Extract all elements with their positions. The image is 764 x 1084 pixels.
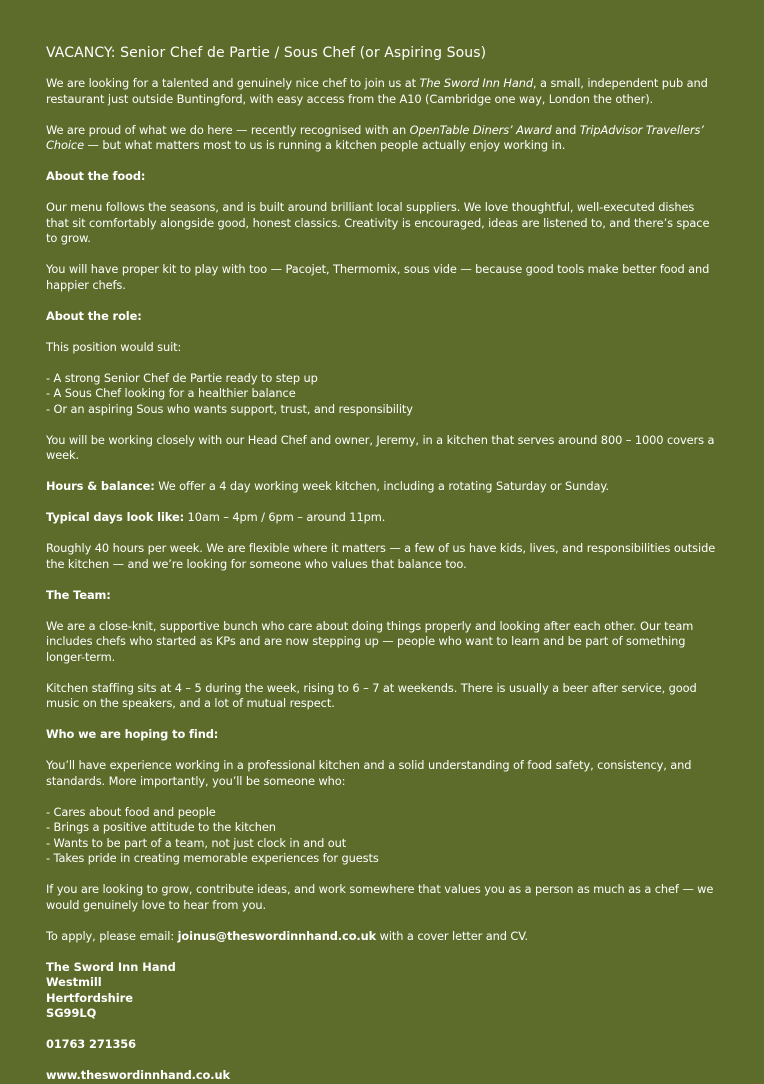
find-paragraph-2: If you are looking to grow, contribute ideas, and work somewhere that values you as a person as much as a chef — we would genuinely love to hear from you. <box>46 882 714 912</box>
food-paragraph-2: You will have proper kit to play with too — Pacojet, Thermomix, sous vide — because good tools make better food and happier chefs. <box>46 262 710 292</box>
website-link[interactable]: www.theswordinnhand.co.uk <box>46 1068 230 1082</box>
venue-name: The Sword Inn Hand <box>419 76 534 90</box>
award-name: TripAdvisor Travellers’ Choice <box>46 122 704 152</box>
intro-text: We are looking for a talented and genuinely nice chef to join us at <box>46 76 420 90</box>
apply-text: To apply, please email: <box>46 928 178 943</box>
intro-text: and <box>551 122 580 137</box>
address-line: Hertfordshire <box>46 990 134 1005</box>
intro-paragraph-1 <box>46 76 718 107</box>
hours-paragraph <box>46 479 718 495</box>
intro-paragraph-2 <box>46 123 718 154</box>
typical-days-paragraph <box>46 510 718 526</box>
phone-number: 01763 271356 <box>46 1037 136 1051</box>
list-item: - Or an aspiring Sous who wants support, trust, and responsibility <box>46 401 413 416</box>
find-paragraph-1: You’ll have experience working in a professional kitchen and a solid understanding of food safety, consistency, and standards. More importantly, you’ll be someone who: <box>46 758 692 788</box>
hours-label: Hours & balance: <box>46 479 155 493</box>
find-heading: Who we are hoping to find: <box>46 727 219 741</box>
head-chef-paragraph: You will be working closely with our Head Chef and owner, Jeremy, in a kitchen that serves around 800 – 1000 covers a week. <box>46 432 715 462</box>
food-paragraph-1: Our menu follows the seasons, and is built around brilliant local suppliers. We love thoughtful, well-executed dishes that sit comfortably alongside good, honest classics. Creativity is encouraged, ideas are listened to, and there’s space to grow. <box>46 200 710 245</box>
address-block <box>46 960 718 1022</box>
apply-email-link[interactable]: joinus@theswordinnhand.co.uk <box>177 928 377 943</box>
list-item: - Takes pride in creating memorable experiences for guests <box>46 851 379 865</box>
apply-text: with a cover letter and CV. <box>376 928 528 943</box>
page-title: VACANCY: Senior Chef de Partie / Sous Chef (or Aspiring Sous) <box>46 45 487 61</box>
find-qualities-list <box>46 805 718 867</box>
role-suit-list <box>46 371 718 418</box>
award-name: OpenTable Diners’ Award <box>409 122 552 137</box>
address-line: The Sword Inn Hand <box>46 959 176 974</box>
intro-text: We are proud of what we do here — recently recognised with an <box>46 122 410 137</box>
team-heading: The Team: <box>46 587 111 602</box>
team-paragraph-2: Kitchen staffing sits at 4 – 5 during the week, rising to 6 – 7 at weekends. There is usually a beer after service, good music on the speakers, and a lot of mutual respect. <box>46 680 697 710</box>
typical-days-label: Typical days look like: <box>46 510 185 524</box>
apply-paragraph <box>46 929 718 945</box>
roughly-paragraph: Roughly 40 hours per week. We are flexible where it matters — a few of us have kids, lives, and responsibilities outside the kitchen — and we’re looking for someone who values that balance too. <box>46 541 716 571</box>
list-item: - Cares about food and people <box>46 804 216 819</box>
typical-days-text: 10am – 4pm / 6pm – around 11pm. <box>184 510 386 524</box>
list-item: - A strong Senior Chef de Partie ready to step up <box>46 370 318 385</box>
list-item: - Wants to be part of a team, not just clock in and out <box>46 835 347 850</box>
list-item: - A Sous Chef looking for a healthier balance <box>46 386 296 400</box>
intro-text: — but what matters most to us is running a kitchen people actually enjoy working in. <box>83 138 566 152</box>
role-heading: About the role: <box>46 308 142 323</box>
address-line: Westmill <box>46 975 102 989</box>
team-paragraph-1: We are a close-knit, supportive bunch who care about doing things properly and looking after each other. Our team includes chefs who started as KPs and are now stepping up — people who want to learn and be part of something longer-term. <box>46 618 694 664</box>
address-line: SG99LQ <box>46 1006 97 1020</box>
food-heading: About the food: <box>46 169 146 183</box>
role-intro: This position would suit: <box>46 339 182 354</box>
hours-text: We offer a 4 day working week kitchen, including a rotating Saturday or Sunday. <box>154 479 609 493</box>
list-item: - Brings a positive attitude to the kitchen <box>46 820 276 834</box>
intro-text: , a small, independent pub and restaurant just outside Buntingford, with easy access from the A10 (Cambridge one way, London the other). <box>46 76 708 106</box>
